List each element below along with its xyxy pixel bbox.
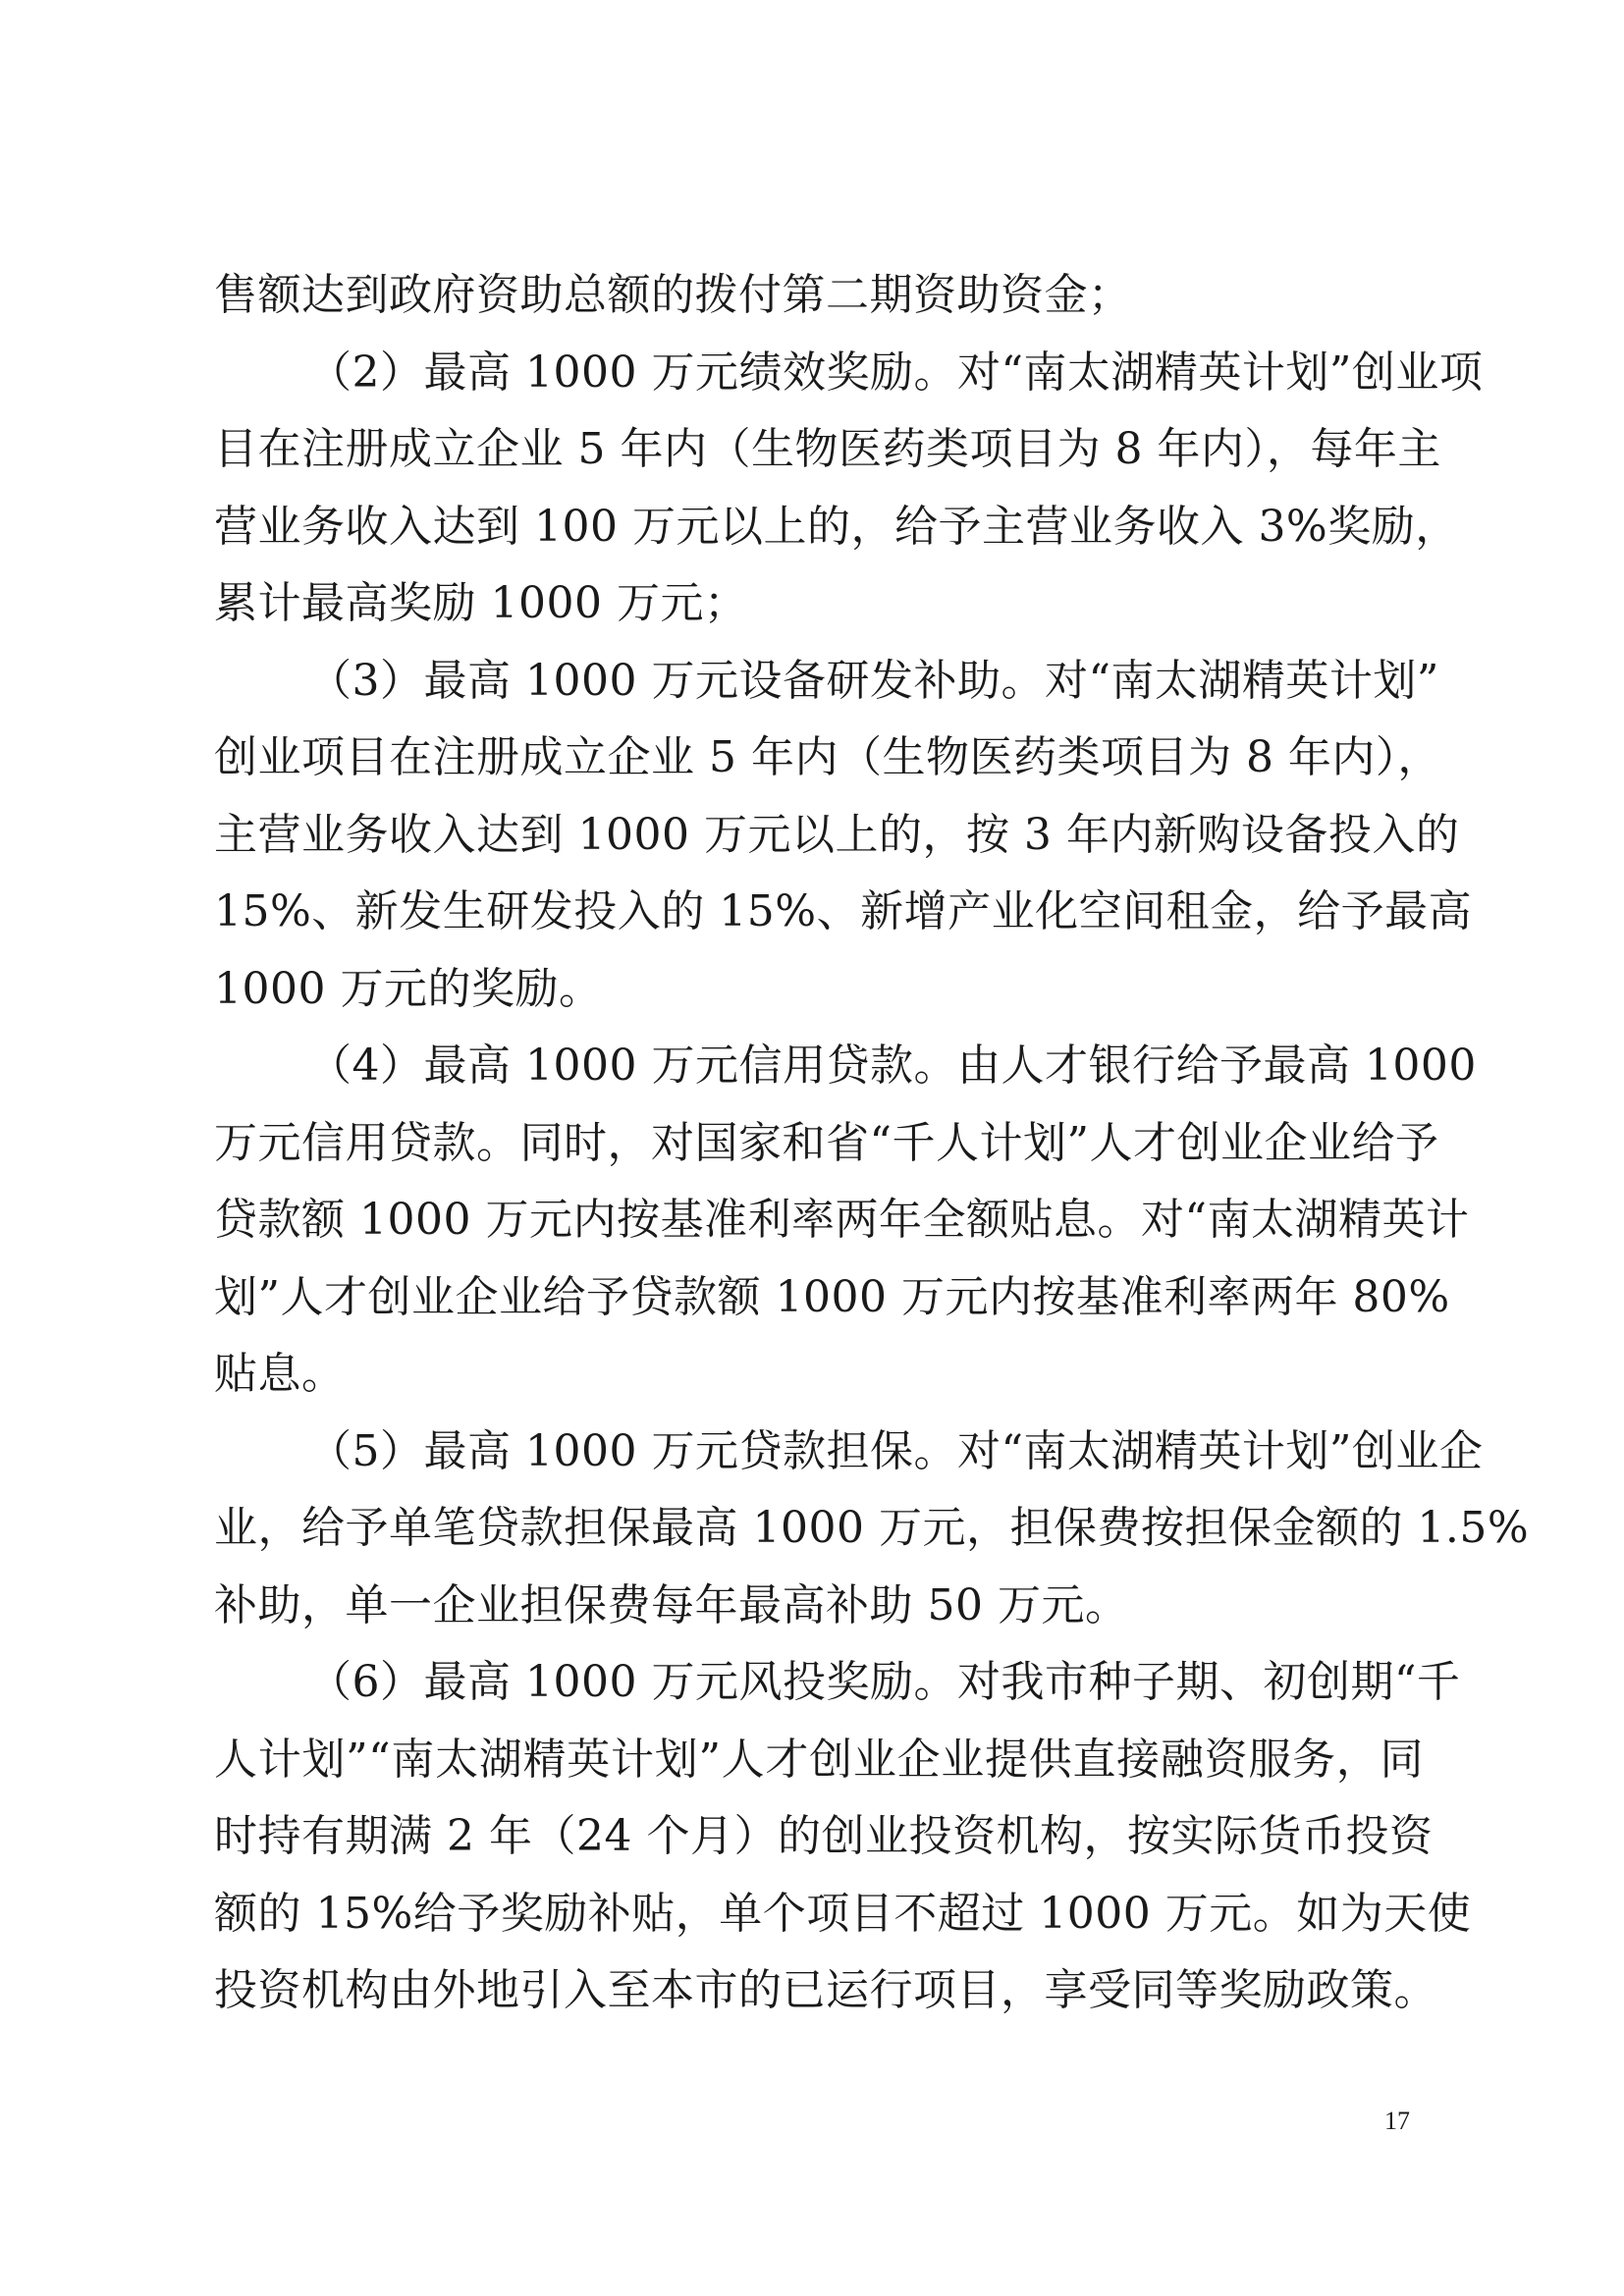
paragraph-2-heading-line: （2）最高 1000 万元绩效奖励。对“南太湖精英计划”创业项: [308, 347, 1484, 398]
text-line: 投资机构由外地引入至本市的已运行项目，享受同等奖励政策。: [214, 1965, 1437, 2015]
text-line: 划”人才创业企业给予贷款额 1000 万元内按基准利率两年 80%: [214, 1271, 1450, 1322]
text-line: 主营业务收入达到 1000 万元以上的，按 3 年内新购设备投入的: [214, 809, 1460, 860]
page-number: 17: [1384, 2107, 1410, 2135]
paragraph-4-heading-line: （4）最高 1000 万元信用贷款。由人才银行给予最高 1000: [308, 1041, 1477, 1091]
paragraph-3-heading-line: （3）最高 1000 万元设备研发补助。对“南太湖精英计划”: [308, 655, 1439, 706]
paragraph-6-heading-line: （6）最高 1000 万元风投奖励。对我市种子期、初创期“千: [308, 1657, 1461, 1707]
text-line: 累计最高奖励 1000 万元；: [214, 578, 748, 628]
paragraph-5-heading-line: （5）最高 1000 万元贷款担保。对“南太湖精英计划”创业企: [308, 1425, 1484, 1476]
document-body: [214, 257, 1530, 2030]
text-line: 万元信用贷款。同时，对国家和省“千人计划”人才创业企业给予: [214, 1117, 1439, 1168]
text-line: 时持有期满 2 年（24 个月）的创业投资机构，按实际货币投资: [214, 1811, 1434, 1861]
text-line: 额的 15%给予奖励补贴，单个项目不超过 1000 万元。如为天使: [214, 1888, 1472, 1939]
text-line: 业，给予单笔贷款担保最高 1000 万元，担保费按担保金额的 1.5%: [214, 1503, 1530, 1553]
text-line: 售额达到政府资助总额的拨付第二期资助资金；: [214, 270, 1132, 320]
text-line: 人计划”“南太湖精英计划”人才创业企业提供直接融资服务，同: [214, 1734, 1424, 1785]
text-line: 贷款额 1000 万元内按基准利率两年全额贴息。对“南太湖精英计: [214, 1195, 1470, 1245]
text-line: 贴息。: [214, 1349, 346, 1399]
text-line: 目在注册成立企业 5 年内（生物医药类项目为 8 年内），每年主: [214, 424, 1441, 474]
text-line: 营业务收入达到 100 万元以上的，给予主营业务收入 3%奖励，: [214, 501, 1459, 552]
text-line: 创业项目在注册成立企业 5 年内（生物医药类项目为 8 年内），: [214, 732, 1441, 782]
text-line: 1000 万元的奖励。: [214, 963, 603, 1014]
text-line: 补助，单一企业担保费每年最高补助 50 万元。: [214, 1579, 1129, 1630]
text-line: 15%、新发生研发投入的 15%、新增产业化空间租金，给予最高: [214, 886, 1473, 936]
